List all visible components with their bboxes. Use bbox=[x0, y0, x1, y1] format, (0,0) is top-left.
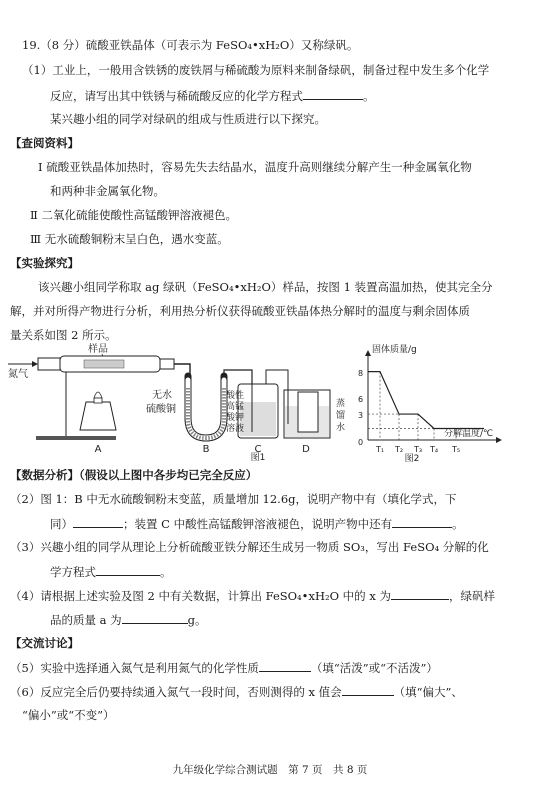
ref3-line: Ⅲ 无水硫酸铜粉末呈白色，遇水变蓝。 bbox=[30, 232, 229, 246]
q4-text-4: g。 bbox=[187, 613, 207, 627]
sample-label: 样品 bbox=[88, 344, 108, 355]
q3-end: 。 bbox=[160, 565, 172, 579]
flame-icon bbox=[94, 392, 102, 398]
water-label-1: 蒸 bbox=[336, 399, 346, 409]
alcohol-lamp bbox=[80, 402, 116, 430]
y-tick-8: 8 bbox=[358, 369, 364, 378]
q1-line-a: （1）工业上，一般用含铁锈的废铁屑与稀硫酸为原料来制备绿矾，制备过程中发生多个化学 bbox=[22, 63, 490, 77]
q4-text-3: 品的质量 a 为 bbox=[50, 613, 122, 627]
section-data-analysis: 【数据分析】（假设以上图中各步均已完全反应） bbox=[10, 468, 258, 482]
y-tick-6: 6 bbox=[358, 395, 364, 404]
ref2-line: Ⅱ 二氧化硫能使酸性高锰酸钾溶液褪色。 bbox=[30, 208, 237, 222]
q3-line-a: （3）兴趣小组的同学从理论上分析硫酸亚铁分解还生成另一物质 SO₃，写出 FeSO₄ 分解的化 bbox=[10, 540, 489, 554]
kmno4-label-2: 高锰 bbox=[226, 402, 245, 412]
sample-boat bbox=[84, 360, 124, 368]
q4-text-1: （4）请根据上述实验及图 2 中有关数据，计算出 FeSO₄•xH₂O 中的 x 为 bbox=[10, 589, 391, 603]
section-reference: 【查阅资料】 bbox=[10, 136, 79, 150]
q4-answer-blank-x[interactable] bbox=[391, 588, 449, 600]
kmno4-label-3: 酸钾 bbox=[226, 413, 245, 423]
q4-text-2: ，绿矾样 bbox=[448, 589, 495, 603]
ref1-line-a: Ⅰ 硫酸亚铁晶体加热时，容易先失去结晶水，温度升高则继续分解产生一种金属氧化物 bbox=[38, 160, 472, 174]
cuso4-label: 硫酸铜 bbox=[146, 404, 176, 415]
q4-line-a bbox=[10, 588, 495, 604]
q2-line-b bbox=[50, 516, 464, 532]
stopper bbox=[38, 358, 60, 370]
x-axis-label: 分解温度/℃ bbox=[444, 429, 494, 439]
mass-temperature-chart bbox=[358, 343, 502, 462]
q1-text: 反应，请写出其中铁锈与稀硫酸反应的化学方程式 bbox=[50, 89, 303, 103]
q5-line bbox=[10, 660, 438, 676]
exp-line-b: 解，并对所得产物进行分析，利用热分析仪获得硫酸亚铁晶体热分解时的温度与剩余固体质 bbox=[10, 304, 470, 318]
q1-end: 。 bbox=[363, 89, 375, 103]
q6-answer-blank[interactable] bbox=[342, 684, 394, 696]
section-experiment: 【实验探究】 bbox=[10, 256, 79, 270]
test-tube bbox=[298, 392, 318, 432]
q3-line-b bbox=[50, 564, 172, 580]
q2-answer-blank-2[interactable] bbox=[392, 516, 452, 528]
kmno4-label-1: 酸性 bbox=[226, 391, 245, 401]
q6-line-b: “偏小”或“不变”） bbox=[22, 708, 115, 722]
y-tick-3: 3 bbox=[358, 411, 364, 420]
x-tick-t3: T₃ bbox=[413, 445, 423, 454]
q2-text-1: 同） bbox=[50, 517, 73, 531]
label-a: A bbox=[94, 444, 102, 455]
q2-text-3: 。 bbox=[452, 517, 464, 531]
q1-answer-blank[interactable] bbox=[303, 88, 363, 100]
q6-text-2: （填“偏大”、 bbox=[393, 685, 463, 699]
q3-text: 学方程式 bbox=[50, 565, 96, 579]
label-b: B bbox=[202, 444, 210, 455]
q2-answer-blank-1[interactable] bbox=[73, 516, 123, 528]
section-discussion: 【交流讨论】 bbox=[10, 636, 79, 650]
anhydrous-label: 无水 bbox=[152, 390, 172, 401]
fig1-caption: 图1 bbox=[250, 453, 266, 462]
x-tick-t1: T₁ bbox=[375, 445, 385, 454]
q4-line-b bbox=[50, 612, 207, 628]
y-axis-label: 固体质量/g bbox=[372, 345, 417, 355]
q5-answer-blank[interactable] bbox=[259, 660, 311, 672]
x-tick-t2: T₂ bbox=[394, 445, 404, 454]
q6-text-1: （6）反应完全后仍要持续通入氮气一段时间，否则测得的 x 值会 bbox=[10, 685, 342, 699]
series-line bbox=[368, 372, 484, 429]
question-number: 19. bbox=[22, 38, 41, 52]
exp-line-c: 量关系如图 2 所示。 bbox=[10, 328, 117, 342]
stand-base bbox=[36, 436, 116, 440]
intro-text: 某兴趣小组的同学对绿矾的组成与性质进行以下探究。 bbox=[50, 112, 326, 126]
exp-line-a: 该兴趣小组同学称取 ag 绿矾（FeSO₄•xH₂O）样品，按图 1 装置高温加热，使其完全分 bbox=[38, 280, 493, 294]
q4-answer-blank-a[interactable] bbox=[122, 612, 188, 624]
label-d: D bbox=[302, 444, 310, 455]
ref1-line-b: 和两种非金属氧化物。 bbox=[50, 184, 165, 198]
q3-answer-blank[interactable] bbox=[96, 564, 160, 576]
nitrogen-label: 氮气 bbox=[8, 369, 28, 380]
q1-line-b bbox=[50, 88, 375, 104]
apparatus-figure bbox=[8, 342, 345, 462]
q2-line-a: （2）图 1：B 中无水硫酸铜粉末变蓝，质量增加 12.6g，说明产物中有（填化学式，下 bbox=[10, 492, 457, 506]
question-header bbox=[22, 38, 358, 53]
x-tick-t5: T₅ bbox=[451, 445, 461, 454]
page-footer: 九年级化学综合测试题 第 7 页 共 8 页 bbox=[172, 764, 368, 776]
label-c: C bbox=[254, 444, 262, 455]
u-tube bbox=[188, 376, 224, 438]
q5-text-2: （填“活泼”或“不活泼”） bbox=[310, 661, 438, 675]
water-label-2: 馏 bbox=[336, 411, 346, 421]
kmno4-label-4: 溶液 bbox=[226, 424, 245, 434]
y-tick-0: 0 bbox=[358, 438, 364, 447]
x-tick-t4: T₄ bbox=[429, 445, 439, 454]
question-title: （8 分）硫酸亚铁晶体（可表示为 FeSO₄•xH₂O）又称绿矾。 bbox=[40, 38, 359, 52]
q2-text-2: ；装置 C 中酸性高锰酸钾溶液褪色，说明产物中还有 bbox=[123, 517, 393, 531]
fig2-caption: 图2 bbox=[404, 454, 420, 462]
water-label-3: 水 bbox=[336, 423, 346, 433]
q5-text-1: （5）实验中选择通入氮气是利用氮气的化学性质 bbox=[10, 661, 259, 675]
figure-area bbox=[6, 340, 530, 462]
q6-line-a bbox=[10, 684, 463, 700]
